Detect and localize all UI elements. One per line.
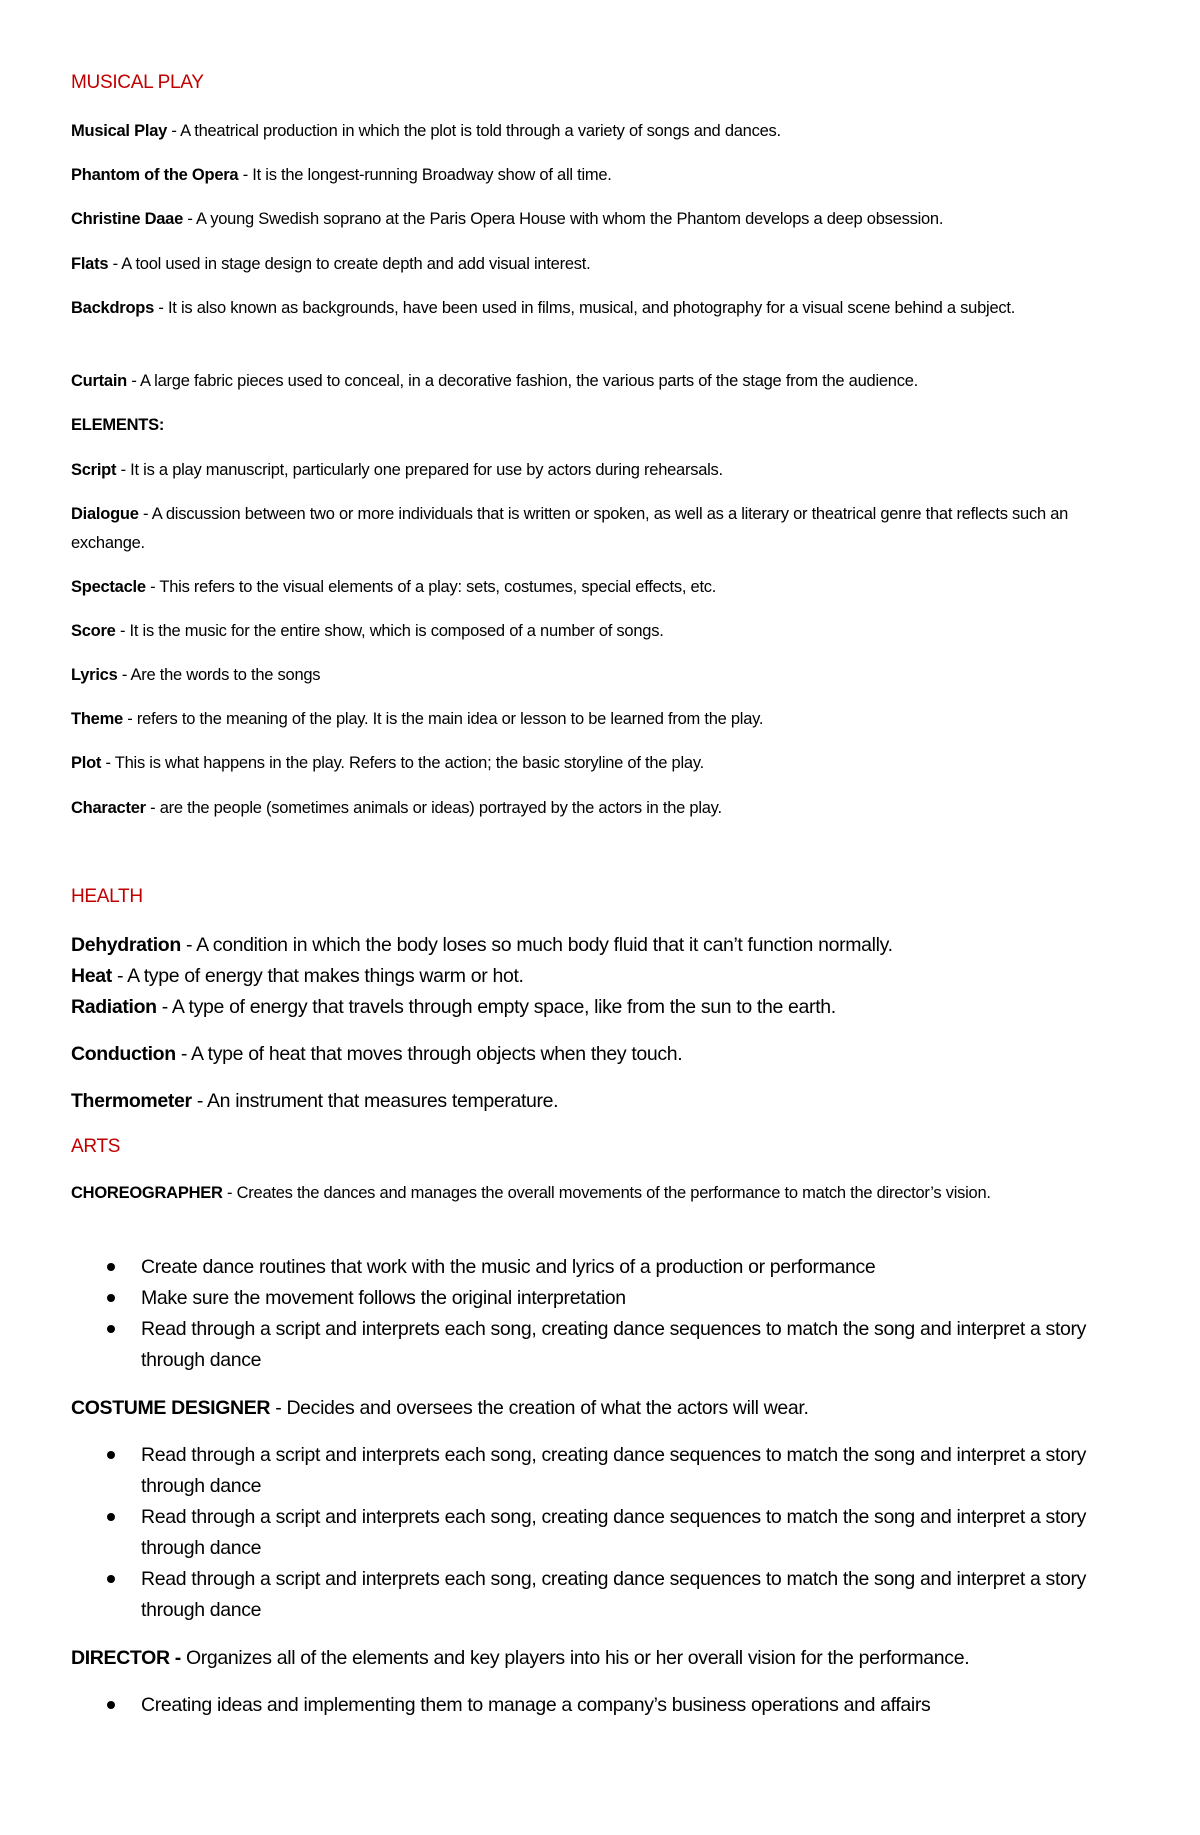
definition-text: - It is a play manuscript, particularly one prepared for use by actors during rehearsals.: [116, 461, 723, 479]
definition-text: - It is the longest-running Broadway show of all time.: [238, 166, 612, 184]
definition-term: Radiation: [71, 996, 157, 1018]
definition-text: - This refers to the visual elements of a play: sets, costumes, special effects, etc.: [145, 578, 717, 596]
definition-text: - Decides and oversees the creation of what the actors will wear.: [270, 1397, 809, 1419]
definition-text: - A large fabric pieces used to conceal, in a decorative fashion, the various parts of the stage from the audience.: [127, 372, 918, 390]
list-item-text: Read through a script and interprets each song, creating dance sequences to match the song and interpret a story through dance: [141, 1568, 1087, 1621]
definition-term: Curtain: [71, 372, 127, 390]
list-item: [71, 1314, 1131, 1376]
definition-text: - A young Swedish soprano at the Paris Opera House with whom the Phantom develops a deep obsession.: [183, 210, 944, 228]
elements-label: ELEMENTS:: [71, 416, 165, 434]
section-heading-arts: ARTS: [71, 1136, 121, 1157]
definition-backdrops: [71, 294, 1141, 323]
definition-text: - A condition in which the body loses so much body fluid that it can’t function normally.: [180, 934, 893, 956]
definition-text: - A theatrical production in which the plot is told through a variety of songs and dances.: [167, 122, 781, 140]
bullet-icon: [107, 1451, 115, 1459]
definition-term: Plot: [71, 754, 102, 772]
definition-term: Theme: [71, 710, 123, 728]
bullet-icon: [107, 1263, 115, 1271]
list-item-text: Read through a script and interprets each song, creating dance sequences to match the song and interpret a story through dance: [141, 1444, 1087, 1497]
definition-script: [71, 456, 723, 485]
definition-text: - A type of energy that travels through empty space, like from the sun to the earth.: [156, 996, 836, 1018]
definition-text: - A discussion between two or more individuals that is written or spoken, as well as a literary or theatrical genre that reflects such an exchange.: [71, 505, 1069, 552]
bullet-icon: [107, 1701, 115, 1709]
definition-text: - A type of heat that moves through objects when they touch.: [175, 1043, 683, 1065]
definition-heat: [71, 961, 524, 992]
section-heading-musical-play: MUSICAL PLAY: [71, 72, 204, 93]
definition-curtain: [71, 367, 918, 396]
list-item: [71, 1252, 1131, 1283]
list-item: [71, 1283, 1131, 1314]
definition-director: [71, 1643, 969, 1674]
definition-term: Script: [71, 461, 117, 479]
definition-text: Organizes all of the elements and key players into his or her overall vision for the performance.: [180, 1647, 970, 1669]
definition-text: - This is what happens in the play. Refers to the action; the basic storyline of the play.: [101, 754, 704, 772]
section-heading-health: HEALTH: [71, 886, 143, 907]
definition-costume-designer: [71, 1393, 809, 1424]
list-item: [71, 1564, 1131, 1626]
definition-term: Thermometer: [71, 1090, 192, 1112]
definition-plot: [71, 749, 704, 778]
list-item: [71, 1502, 1131, 1564]
definition-dehydration: [71, 930, 893, 961]
list-item: [71, 1690, 1131, 1721]
definition-dialogue: [71, 500, 1141, 558]
definition-text: - It is also known as backgrounds, have been used in films, musical, and photography for a visual scene behind a subject.: [154, 299, 1016, 317]
definition-term: Lyrics: [71, 666, 118, 684]
director-bullet-list: [71, 1690, 1131, 1721]
definition-radiation: [71, 992, 836, 1023]
definition-text: - Creates the dances and manages the overall movements of the performance to match the director’s vision.: [222, 1184, 991, 1202]
definition-term: Backdrops: [71, 299, 155, 317]
definition-text: - are the people (sometimes animals or ideas) portrayed by the actors in the play.: [145, 799, 722, 817]
bullet-icon: [107, 1513, 115, 1521]
definition-musical-play: [71, 117, 781, 146]
definition-choreographer: [71, 1179, 1141, 1208]
definition-term: Heat: [71, 965, 112, 987]
list-item: [71, 1440, 1131, 1502]
definition-term: Dialogue: [71, 505, 139, 523]
list-item-text: Creating ideas and implementing them to manage a company’s business operations and affairs: [141, 1694, 931, 1716]
definition-term: Musical Play: [71, 122, 168, 140]
bullet-icon: [107, 1294, 115, 1302]
definition-text: - refers to the meaning of the play. It is the main idea or lesson to be learned from the play.: [122, 710, 764, 728]
choreographer-bullet-list: [71, 1252, 1131, 1376]
definition-term: Character: [71, 799, 146, 817]
definition-term: CHOREOGRAPHER: [71, 1184, 223, 1202]
list-item-text: Make sure the movement follows the original interpretation: [141, 1287, 626, 1309]
definition-text: - An instrument that measures temperature.: [191, 1090, 559, 1112]
definition-text: - Are the words to the songs: [117, 666, 321, 684]
definition-term: Christine Daae: [71, 210, 184, 228]
definition-christine-daae: [71, 205, 943, 234]
definition-character: [71, 794, 722, 823]
list-item-text: Read through a script and interprets each song, creating dance sequences to match the song and interpret a story through dance: [141, 1318, 1087, 1371]
definition-term: COSTUME DESIGNER: [71, 1397, 271, 1419]
definition-spectacle: [71, 573, 716, 602]
list-item-text: Read through a script and interprets each song, creating dance sequences to match the song and interpret a story through dance: [141, 1506, 1087, 1559]
bullet-icon: [107, 1325, 115, 1333]
definition-conduction: [71, 1039, 682, 1070]
definition-term: Phantom of the Opera: [71, 166, 239, 184]
definition-text: - A tool used in stage design to create depth and add visual interest.: [108, 255, 591, 273]
definition-text: - A type of energy that makes things warm or hot.: [111, 965, 524, 987]
definition-thermometer: [71, 1086, 558, 1117]
definition-theme: [71, 705, 763, 734]
list-item-text: Create dance routines that work with the music and lyrics of a production or performance: [141, 1256, 876, 1278]
definition-text: - It is the music for the entire show, which is composed of a number of songs.: [115, 622, 664, 640]
definition-flats: [71, 250, 590, 279]
definition-term: Score: [71, 622, 116, 640]
definition-term: Dehydration: [71, 934, 181, 956]
definition-term: Spectacle: [71, 578, 146, 596]
definition-phantom-of-the-opera: [71, 161, 612, 190]
bullet-icon: [107, 1575, 115, 1583]
definition-term: DIRECTOR -: [71, 1647, 181, 1669]
definition-score: [71, 617, 664, 646]
definition-term: Flats: [71, 255, 109, 273]
definition-lyrics: [71, 661, 320, 690]
definition-term: Conduction: [71, 1043, 176, 1065]
costume-designer-bullet-list: [71, 1440, 1131, 1626]
